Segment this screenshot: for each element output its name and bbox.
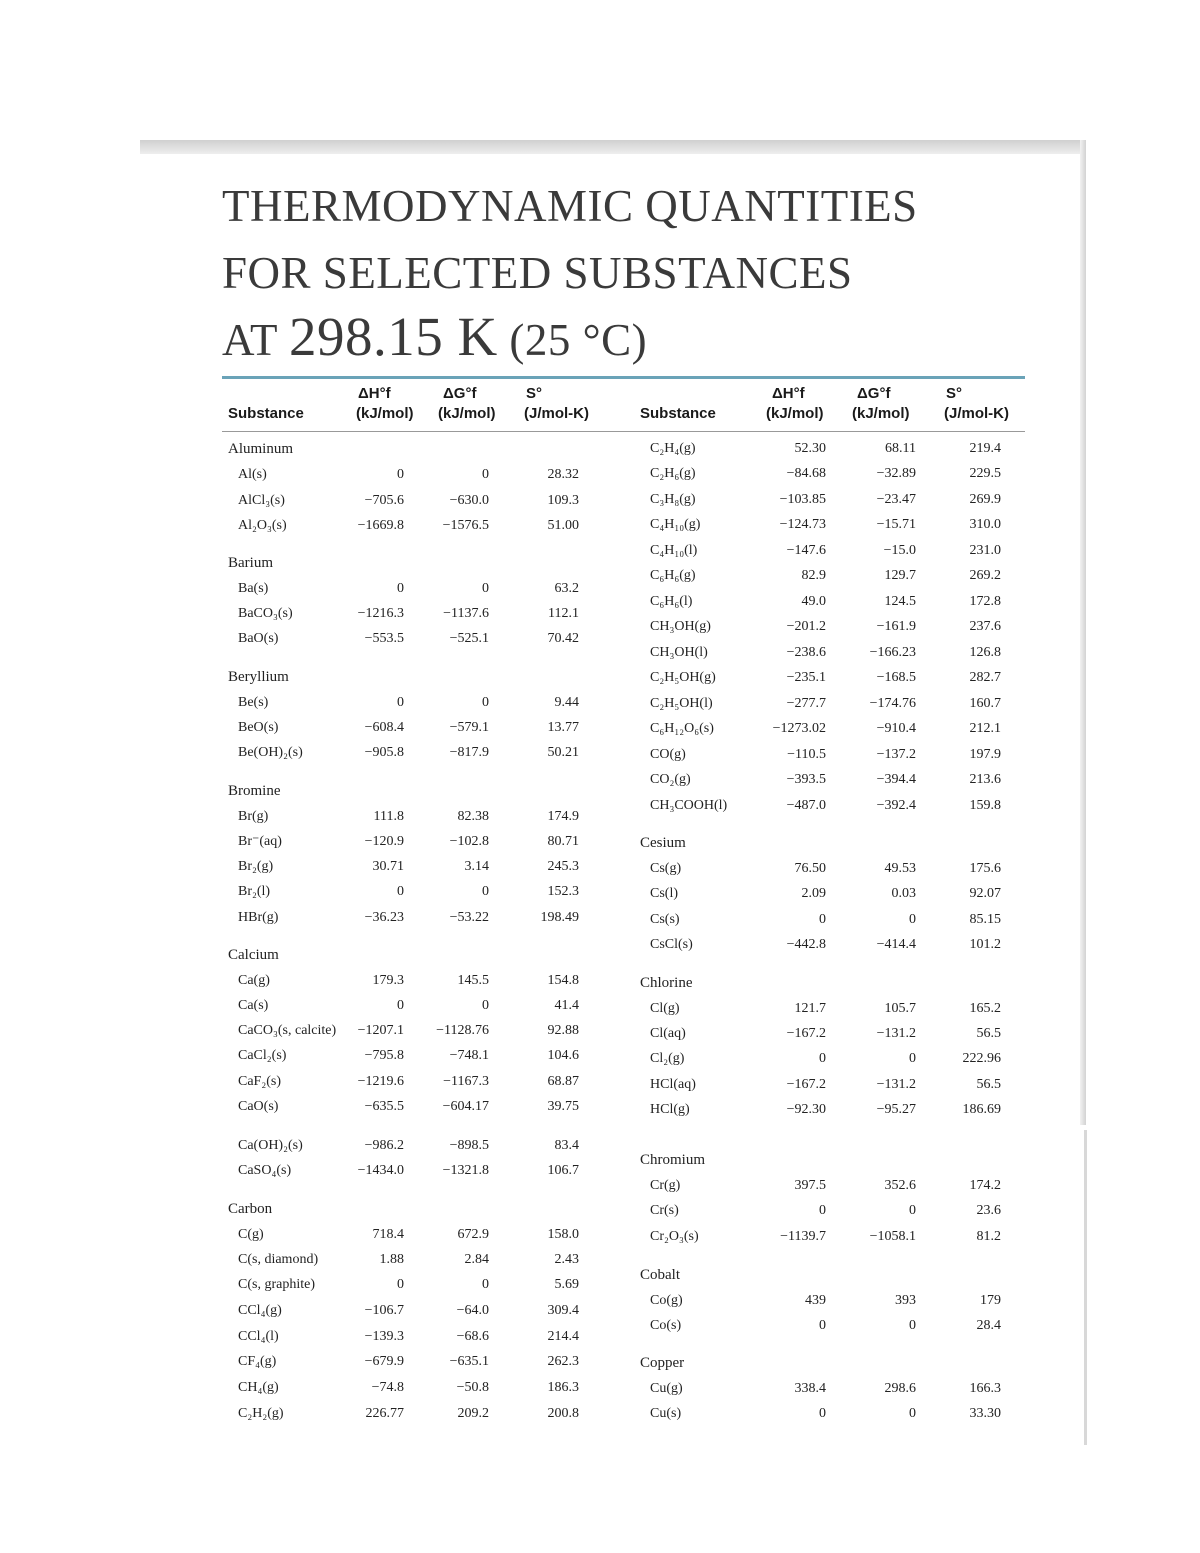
entropy-value-left: 245.3 <box>547 859 579 874</box>
element-group-right: Chromium <box>640 1152 706 1168</box>
gibbs-value-left: −630.0 <box>449 493 489 508</box>
substance-name-right: C₄H₁₀(l) <box>650 543 698 558</box>
gibbs-value-left: 672.9 <box>457 1227 489 1242</box>
entropy-value-left: 5.69 <box>554 1277 579 1292</box>
gibbs-value-right: 0 <box>909 1203 916 1218</box>
element-group-right: Copper <box>640 1355 685 1371</box>
gibbs-value-right: −32.89 <box>876 466 916 481</box>
entropy-value-right: 174.2 <box>969 1178 1001 1193</box>
enthalpy-value-left: 0 <box>397 884 404 899</box>
enthalpy-value-right: 2.09 <box>801 886 826 901</box>
substance-name-right: CO₂(g) <box>650 772 691 787</box>
gibbs-value-left: −1576.5 <box>442 518 489 533</box>
substance-name-left: Ba(s) <box>238 581 269 596</box>
substance-name-left: Al(s) <box>238 467 267 482</box>
entropy-value-left: 51.00 <box>547 518 579 533</box>
gibbs-value-left: −53.22 <box>449 910 489 925</box>
title-temperature: 298.15 K <box>288 306 498 367</box>
enthalpy-value-right: 76.50 <box>794 861 826 876</box>
title-line-2: FOR SELECTED SUBSTANCES <box>222 248 853 298</box>
enthalpy-value-right: 82.9 <box>801 568 826 583</box>
substance-name-left: C(s, diamond) <box>238 1252 319 1267</box>
substance-name-right: C₂H₄(g) <box>650 441 696 456</box>
enthalpy-value-left: 226.77 <box>365 1406 404 1421</box>
enthalpy-value-left: 179.3 <box>372 973 404 988</box>
header-dh-right: ΔH°f <box>772 385 805 402</box>
entropy-value-left: 104.6 <box>547 1048 579 1063</box>
enthalpy-value-left: −905.8 <box>364 745 404 760</box>
enthalpy-value-right: 0 <box>819 1051 826 1066</box>
substance-name-right: C₂H₅OH(g) <box>650 670 716 685</box>
entropy-value-right: 23.6 <box>976 1203 1001 1218</box>
gibbs-value-right: −394.4 <box>876 772 916 787</box>
substance-name-left: AlCl₃(s) <box>238 493 285 508</box>
substance-name-right: Cr(s) <box>650 1203 679 1218</box>
substance-name-right: Cl(g) <box>650 1001 680 1016</box>
entropy-value-right: 269.2 <box>969 568 1001 583</box>
substance-name-right: C₂H₅OH(l) <box>650 696 713 711</box>
gibbs-value-left: 0 <box>482 1277 489 1292</box>
gibbs-value-left: 0 <box>482 884 489 899</box>
enthalpy-value-left: 1.88 <box>379 1252 404 1267</box>
enthalpy-value-left: −139.3 <box>364 1329 404 1344</box>
entropy-value-left: 109.3 <box>547 493 579 508</box>
enthalpy-value-left: −1207.1 <box>357 1023 404 1038</box>
entropy-value-left: 83.4 <box>554 1138 579 1153</box>
gibbs-value-right: 352.6 <box>884 1178 916 1193</box>
enthalpy-value-right: −393.5 <box>786 772 826 787</box>
enthalpy-value-left: −74.8 <box>371 1380 404 1395</box>
header-dg-right: ΔG°f <box>857 385 891 402</box>
header-substance-right: Substance <box>640 405 716 422</box>
entropy-value-left: 39.75 <box>547 1099 579 1114</box>
substance-name-right: CH₃COOH(l) <box>650 798 728 813</box>
substance-name-right: HCl(aq) <box>650 1077 696 1092</box>
substance-name-right: Co(g) <box>650 1293 683 1308</box>
entropy-value-right: 212.1 <box>969 721 1001 736</box>
enthalpy-value-right: −235.1 <box>786 670 826 685</box>
enthalpy-value-right: −238.6 <box>786 645 826 660</box>
enthalpy-value-right: −124.73 <box>779 517 826 532</box>
enthalpy-value-left: 0 <box>397 1277 404 1292</box>
gibbs-value-left: 209.2 <box>457 1406 489 1421</box>
element-group-left: Aluminum <box>228 441 294 457</box>
entropy-value-right: 310.0 <box>969 517 1001 532</box>
entropy-value-left: 106.7 <box>547 1163 579 1178</box>
entropy-value-right: 85.15 <box>969 912 1001 927</box>
substance-name-right: Cs(l) <box>650 886 678 901</box>
substance-name-right: HCl(g) <box>650 1102 690 1117</box>
element-group-left: Bromine <box>228 783 281 799</box>
entropy-value-left: 154.8 <box>547 973 579 988</box>
enthalpy-value-right: 0 <box>819 912 826 927</box>
gibbs-value-right: −174.76 <box>869 696 916 711</box>
title-celsius: (25 °C) <box>509 315 648 365</box>
entropy-value-right: 159.8 <box>969 798 1001 813</box>
entropy-value-right: 213.6 <box>969 772 1001 787</box>
enthalpy-value-right: −442.8 <box>786 937 826 952</box>
enthalpy-value-right: −277.7 <box>786 696 826 711</box>
gibbs-value-right: −137.2 <box>876 747 916 762</box>
gibbs-value-left: 0 <box>482 581 489 596</box>
gibbs-value-right: −131.2 <box>876 1026 916 1041</box>
entropy-value-left: 9.44 <box>554 695 579 710</box>
header-s-left: S° <box>526 385 543 402</box>
enthalpy-value-right: 121.7 <box>794 1001 826 1016</box>
gibbs-value-right: 129.7 <box>884 568 916 583</box>
entropy-value-right: 33.30 <box>969 1406 1001 1421</box>
enthalpy-value-left: −1669.8 <box>357 518 404 533</box>
entropy-value-right: 237.6 <box>969 619 1001 634</box>
substance-name-left: CH₄(g) <box>238 1380 279 1395</box>
substance-name-right: Cr₂O₃(s) <box>650 1229 699 1244</box>
entropy-value-right: 160.7 <box>969 696 1001 711</box>
entropy-value-right: 179 <box>980 1293 1001 1308</box>
gibbs-value-right: 298.6 <box>884 1381 916 1396</box>
gibbs-value-right: −168.5 <box>876 670 916 685</box>
enthalpy-value-right: 0 <box>819 1406 826 1421</box>
gibbs-value-right: −910.4 <box>876 721 916 736</box>
gibbs-value-right: −23.47 <box>876 492 916 507</box>
enthalpy-value-left: −705.6 <box>364 493 404 508</box>
substance-name-right: CH₃OH(l) <box>650 645 708 660</box>
enthalpy-value-left: −1216.3 <box>357 606 404 621</box>
enthalpy-value-right: 52.30 <box>794 441 826 456</box>
gibbs-value-left: −1137.6 <box>443 606 489 621</box>
element-group-left: Calcium <box>228 947 279 963</box>
title-line-1: THERMODYNAMIC QUANTITIES <box>222 181 918 231</box>
entropy-value-right: 231.0 <box>969 543 1001 558</box>
gibbs-value-left: −898.5 <box>449 1138 489 1153</box>
substance-name-left: CCl₄(g) <box>238 1303 282 1318</box>
substance-name-left: Ca(s) <box>238 998 269 1013</box>
entropy-value-right: 81.2 <box>976 1229 1001 1244</box>
gibbs-value-left: −579.1 <box>449 720 489 735</box>
enthalpy-value-left: −608.4 <box>364 720 404 735</box>
gibbs-value-right: −166.23 <box>869 645 916 660</box>
table-top-rule <box>222 376 1025 379</box>
enthalpy-value-right: −487.0 <box>786 798 826 813</box>
title-at: AT <box>222 315 278 365</box>
enthalpy-value-left: 0 <box>397 998 404 1013</box>
substance-name-right: Cl₂(g) <box>650 1051 685 1066</box>
entropy-value-right: 282.7 <box>969 670 1001 685</box>
substance-name-left: Ca(g) <box>238 973 270 988</box>
substance-name-right: CsCl(s) <box>650 937 693 952</box>
enthalpy-value-right: −167.2 <box>786 1077 826 1092</box>
substance-name-right: Cs(s) <box>650 912 680 927</box>
enthalpy-value-left: 718.4 <box>372 1227 404 1242</box>
gibbs-value-left: 3.14 <box>464 859 489 874</box>
substance-name-left: CaCO₃(s, calcite) <box>238 1023 337 1038</box>
entropy-value-right: 222.96 <box>962 1051 1001 1066</box>
entropy-value-right: 126.8 <box>969 645 1001 660</box>
substance-name-right: CO(g) <box>650 747 686 762</box>
substance-name-left: BeO(s) <box>238 720 279 735</box>
substance-name-left: C₂H₂(g) <box>238 1406 284 1421</box>
entropy-value-right: 56.5 <box>976 1077 1001 1092</box>
gibbs-value-left: −604.17 <box>442 1099 489 1114</box>
substance-name-left: Be(s) <box>238 695 269 710</box>
substance-name-left: BaO(s) <box>238 631 279 646</box>
substance-name-right: Cu(g) <box>650 1381 683 1396</box>
gibbs-value-right: −95.27 <box>876 1102 916 1117</box>
substance-name-right: Cl(aq) <box>650 1026 686 1041</box>
enthalpy-value-left: −106.7 <box>364 1303 404 1318</box>
substance-name-right: Cu(s) <box>650 1406 682 1421</box>
gibbs-value-right: −15.0 <box>883 543 916 558</box>
header-dg-unit-right: (kJ/mol) <box>852 405 910 422</box>
substance-name-left: CaF₂(s) <box>238 1074 281 1089</box>
header-dg-unit-left: (kJ/mol) <box>438 405 496 422</box>
gibbs-value-left: 82.38 <box>457 809 489 824</box>
enthalpy-value-left: −1434.0 <box>357 1163 404 1178</box>
enthalpy-value-right: −103.85 <box>779 492 826 507</box>
entropy-value-left: 152.3 <box>547 884 579 899</box>
entropy-value-right: 56.5 <box>976 1026 1001 1041</box>
substance-name-left: CaSO₄(s) <box>238 1163 292 1178</box>
entropy-value-left: 68.87 <box>547 1074 579 1089</box>
entropy-value-left: 2.43 <box>554 1252 579 1267</box>
gibbs-value-left: 145.5 <box>457 973 489 988</box>
gibbs-value-right: 0 <box>909 1406 916 1421</box>
element-group-right: Chlorine <box>640 975 693 991</box>
gibbs-value-right: 0 <box>909 1051 916 1066</box>
enthalpy-value-left: 0 <box>397 695 404 710</box>
enthalpy-value-right: −92.30 <box>786 1102 826 1117</box>
page-top-shadow <box>140 140 1086 154</box>
substance-name-right: C₆H₁₂O₆(s) <box>650 721 714 736</box>
entropy-value-left: 92.88 <box>547 1023 579 1038</box>
enthalpy-value-right: 0 <box>819 1203 826 1218</box>
substance-name-left: CCl₄(l) <box>238 1329 279 1344</box>
gibbs-value-left: −64.0 <box>456 1303 489 1318</box>
page-right-edge <box>1080 140 1086 1125</box>
enthalpy-value-left: −986.2 <box>364 1138 404 1153</box>
substance-name-left: CaCl₂(s) <box>238 1048 287 1063</box>
gibbs-value-left: 0 <box>482 467 489 482</box>
gibbs-value-left: −635.1 <box>449 1354 489 1369</box>
gibbs-value-right: 393 <box>895 1293 916 1308</box>
header-dh-unit-right: (kJ/mol) <box>766 405 824 422</box>
entropy-value-right: 269.9 <box>969 492 1001 507</box>
enthalpy-value-right: 49.0 <box>801 594 826 609</box>
header-substance-left: Substance <box>228 405 304 422</box>
entropy-value-left: 13.77 <box>547 720 579 735</box>
gibbs-value-right: 0 <box>909 1318 916 1333</box>
entropy-value-right: 101.2 <box>969 937 1001 952</box>
header-s-unit-left: (J/mol-K) <box>524 405 589 422</box>
gibbs-value-right: −1058.1 <box>869 1229 916 1244</box>
element-group-left: Beryllium <box>228 669 289 685</box>
gibbs-value-left: −50.8 <box>456 1380 489 1395</box>
gibbs-value-left: 2.84 <box>464 1252 489 1267</box>
page-right-edge-lower <box>1084 1130 1087 1445</box>
enthalpy-value-left: −635.5 <box>364 1099 404 1114</box>
gibbs-value-right: −414.4 <box>876 937 916 952</box>
gibbs-value-right: −131.2 <box>876 1077 916 1092</box>
entropy-value-left: 200.8 <box>547 1406 579 1421</box>
enthalpy-value-left: −36.23 <box>364 910 404 925</box>
entropy-value-left: 41.4 <box>554 998 579 1013</box>
gibbs-value-left: 0 <box>482 998 489 1013</box>
substance-name-left: Br₂(l) <box>238 884 271 899</box>
element-group-right: Cesium <box>640 835 686 851</box>
enthalpy-value-right: −1273.02 <box>772 721 826 736</box>
substance-name-right: Co(s) <box>650 1318 682 1333</box>
substance-name-right: Cs(g) <box>650 861 682 876</box>
enthalpy-value-right: −1139.7 <box>780 1229 826 1244</box>
gibbs-value-right: 49.53 <box>884 861 916 876</box>
substance-name-right: C₄H₁₀(g) <box>650 517 701 532</box>
substance-name-left: C(g) <box>238 1227 264 1242</box>
substance-name-right: CH₃OH(g) <box>650 619 711 634</box>
entropy-value-right: 175.6 <box>969 861 1001 876</box>
gibbs-value-left: 0 <box>482 695 489 710</box>
enthalpy-value-left: 111.8 <box>373 809 404 824</box>
entropy-value-right: 172.8 <box>969 594 1001 609</box>
substance-name-right: C₂H₆(g) <box>650 466 696 481</box>
substance-name-right: C₆H₆(g) <box>650 568 696 583</box>
substance-name-left: Br₂(g) <box>238 859 274 874</box>
entropy-value-left: 80.71 <box>547 834 579 849</box>
header-dh-unit-left: (kJ/mol) <box>356 405 414 422</box>
entropy-value-left: 186.3 <box>547 1380 579 1395</box>
enthalpy-value-right: −147.6 <box>786 543 826 558</box>
header-bottom-rule <box>222 431 1025 432</box>
enthalpy-value-left: −1219.6 <box>357 1074 404 1089</box>
header-s-right: S° <box>946 385 963 402</box>
gibbs-value-right: 0 <box>909 912 916 927</box>
gibbs-value-right: 124.5 <box>884 594 916 609</box>
enthalpy-value-right: −167.2 <box>786 1026 826 1041</box>
enthalpy-value-right: −110.5 <box>787 747 826 762</box>
substance-name-left: BaCO₃(s) <box>238 606 293 621</box>
substance-name-right: C₆H₆(l) <box>650 594 693 609</box>
entropy-value-right: 197.9 <box>969 747 1001 762</box>
gibbs-value-left: −1128.76 <box>436 1023 489 1038</box>
header-s-unit-right: (J/mol-K) <box>944 405 1009 422</box>
gibbs-value-right: 105.7 <box>884 1001 916 1016</box>
header-dh-left: ΔH°f <box>358 385 391 402</box>
element-group-left: Barium <box>228 555 273 571</box>
enthalpy-value-left: 30.71 <box>372 859 404 874</box>
substance-name-left: Br⁻(aq) <box>238 834 282 849</box>
enthalpy-value-left: −679.9 <box>364 1354 404 1369</box>
gibbs-value-left: −525.1 <box>449 631 489 646</box>
substance-name-left: CF₄(g) <box>238 1354 277 1369</box>
entropy-value-left: 174.9 <box>547 809 579 824</box>
gibbs-value-right: −15.71 <box>876 517 916 532</box>
entropy-value-right: 166.3 <box>969 1381 1001 1396</box>
gibbs-value-right: −161.9 <box>876 619 916 634</box>
enthalpy-value-right: 439 <box>805 1293 826 1308</box>
entropy-value-right: 92.07 <box>969 886 1001 901</box>
element-group-right: Cobalt <box>640 1267 680 1283</box>
entropy-value-left: 112.1 <box>548 606 579 621</box>
enthalpy-value-left: −553.5 <box>364 631 404 646</box>
entropy-value-left: 214.4 <box>547 1329 579 1344</box>
enthalpy-value-left: −120.9 <box>364 834 404 849</box>
gibbs-value-left: −1167.3 <box>443 1074 489 1089</box>
entropy-value-left: 63.2 <box>554 581 579 596</box>
substance-name-right: C₃H₈(g) <box>650 492 696 507</box>
gibbs-value-left: −748.1 <box>449 1048 489 1063</box>
entropy-value-left: 262.3 <box>547 1354 579 1369</box>
entropy-value-right: 165.2 <box>969 1001 1001 1016</box>
substance-name-left: Ca(OH)₂(s) <box>238 1138 303 1153</box>
enthalpy-value-right: −84.68 <box>786 466 826 481</box>
entropy-value-left: 158.0 <box>547 1227 579 1242</box>
entropy-value-right: 219.4 <box>969 441 1001 456</box>
enthalpy-value-left: −795.8 <box>364 1048 404 1063</box>
enthalpy-value-left: 0 <box>397 467 404 482</box>
entropy-value-left: 50.21 <box>547 745 579 760</box>
entropy-value-right: 28.4 <box>976 1318 1001 1333</box>
substance-name-left: C(s, graphite) <box>238 1277 315 1292</box>
entropy-value-right: 229.5 <box>969 466 1001 481</box>
entropy-value-left: 70.42 <box>547 631 579 646</box>
substance-name-left: Br(g) <box>238 809 269 824</box>
title-line-3 <box>222 305 647 368</box>
enthalpy-value-right: 338.4 <box>794 1381 826 1396</box>
gibbs-value-left: −68.6 <box>456 1329 489 1344</box>
substance-name-right: Cr(g) <box>650 1178 681 1193</box>
entropy-value-left: 198.49 <box>540 910 579 925</box>
substance-name-left: Be(OH)₂(s) <box>238 745 303 760</box>
substance-name-left: CaO(s) <box>238 1099 279 1114</box>
gibbs-value-right: 68.11 <box>885 441 916 456</box>
enthalpy-value-right: 0 <box>819 1318 826 1333</box>
enthalpy-value-right: 397.5 <box>794 1178 826 1193</box>
gibbs-value-left: −1321.8 <box>442 1163 489 1178</box>
substance-name-left: Al₂O₃(s) <box>238 518 287 533</box>
gibbs-value-right: 0.03 <box>891 886 916 901</box>
entropy-value-left: 309.4 <box>547 1303 579 1318</box>
enthalpy-value-left: 0 <box>397 581 404 596</box>
substance-name-left: HBr(g) <box>238 910 279 925</box>
entropy-value-left: 28.32 <box>547 467 579 482</box>
entropy-value-right: 186.69 <box>962 1102 1001 1117</box>
enthalpy-value-right: −201.2 <box>786 619 826 634</box>
gibbs-value-left: −102.8 <box>449 834 489 849</box>
gibbs-value-left: −817.9 <box>449 745 489 760</box>
element-group-left: Carbon <box>228 1201 273 1217</box>
header-dg-left: ΔG°f <box>443 385 477 402</box>
gibbs-value-right: −392.4 <box>876 798 916 813</box>
